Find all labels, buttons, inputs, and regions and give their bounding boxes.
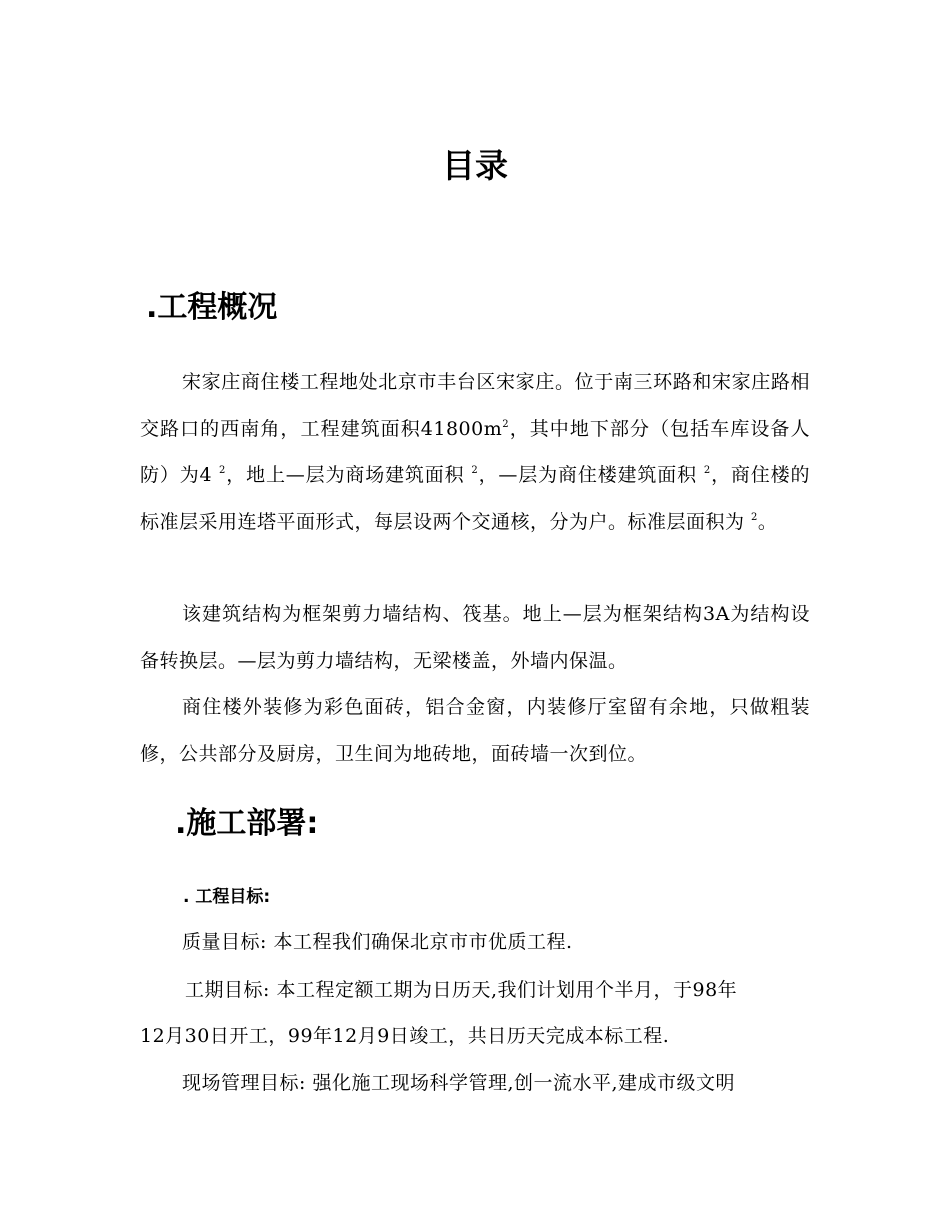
superscript: 2: [502, 418, 510, 430]
document-title: 目录: [442, 146, 508, 185]
superscript: 2: [219, 465, 226, 476]
overview-text: ，—层为商住楼建筑面积: [478, 464, 704, 486]
superscript: 2: [703, 465, 711, 476]
overview-paragraph-1: [140, 359, 810, 545]
schedule-goal-line-1: 工期目标: 本工程定额工期为日历天,我们计划用个半月，于98年: [185, 979, 738, 1001]
schedule-goal-line-2: 12月30日开工，99年12月9日竣工，共日历天完成本标工程.: [140, 1025, 670, 1047]
subsection-heading-project-goals: . 工程目标:: [183, 887, 271, 907]
superscript: 2: [751, 511, 758, 523]
section-heading-construction-deployment: .施工部署:: [175, 806, 319, 841]
site-management-goal-line: 现场管理目标: 强化施工现场科学管理,创一流水平,建成市级文明: [182, 1072, 736, 1094]
overview-text: ，其中地下部分（包括车库设备人防）为4: [140, 417, 810, 486]
section-heading-project-overview: .工程概况: [146, 290, 278, 325]
overview-paragraph-3: 商住楼外装修为彩色面砖，铝合金窗，内装修厅室留有余地，只做粗装修，公共部分及厨房，卫生间为地砖地，面砖墙一次到位。: [140, 696, 810, 765]
overview-text: ，商住楼的标准层采用连塔平面形式，每层设两个交通核，分为户。标准层面积为: [140, 464, 810, 533]
overview-text: ，地上—层为商场建筑面积: [225, 464, 472, 486]
overview-text: 宋家庄商住楼工程地处北京市丰台区宋家庄。位于南三环路和宋家庄路相交路口的西南角，工程建筑面积41800m: [140, 371, 810, 440]
overview-text: 。: [757, 510, 778, 533]
overview-paragraph-2: 该建筑结构为框架剪力墙结构、筏基。地上—层为框架结构3A为结构设备转换层。—层为剪力墙结构，无梁楼盖，外墙内保温。: [140, 603, 810, 672]
superscript: 2: [471, 465, 479, 476]
quality-goal-line: 质量目标: 本工程我们确保北京市市优质工程.: [182, 931, 573, 953]
